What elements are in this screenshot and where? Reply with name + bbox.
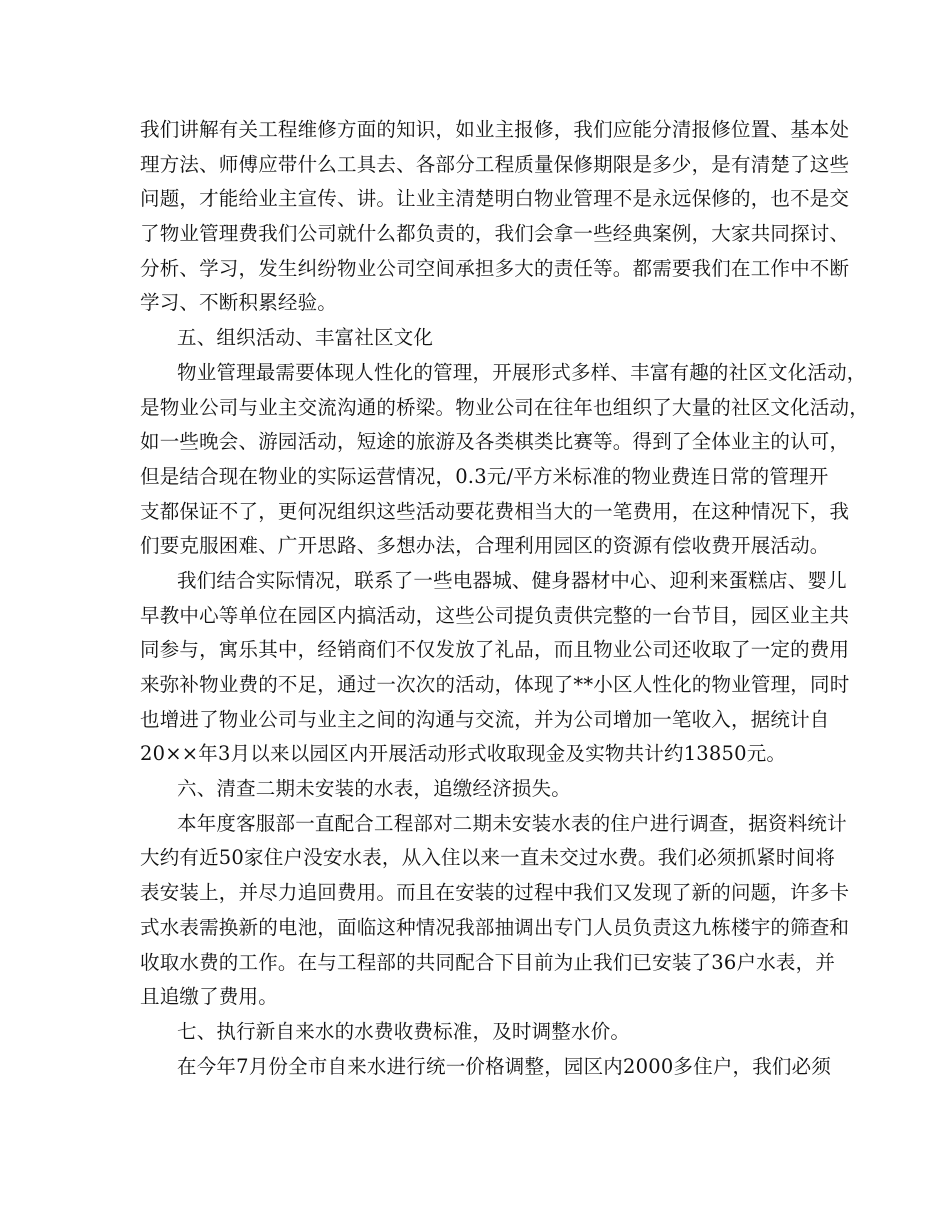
- text-line: 也增进了物业公司与业主之间的沟通与交流，并为公司增加一笔收入，据统计自: [140, 707, 830, 731]
- text-line: 分析、学习，发生纠纷物业公司空间承担多大的责任等。都需要我们在工作中不断: [140, 256, 850, 280]
- text-line: 且追缴了费用。: [140, 985, 278, 1009]
- text-line: 早教中心等单位在园区内搞活动，这些公司提负责供完整的一台节目，园区业主共: [140, 603, 850, 627]
- text-line: 是物业公司与业主交流沟通的桥梁。物业公司在往年也组织了大量的社区文化活动，: [140, 395, 869, 419]
- section-heading: 七、执行新自来水的水费收费标准，及时调整水价。: [177, 1019, 631, 1043]
- text-line: 同参与，寓乐其中，经销商们不仅发放了礼品，而且物业公司还收取了一定的费用: [140, 638, 850, 662]
- text-line: 大约有近50家住户没安水表，从入住以来一直未交过水费。我们必须抓紧时间将: [140, 846, 836, 870]
- text-line: 问题，才能给业主宣传、讲。让业主清楚明白物业管理不是永远保修的，也不是交: [140, 187, 850, 211]
- text-line: 如一些晚会、游园活动，短途的旅游及各类棋类比赛等。得到了全体业主的认可，: [140, 430, 850, 454]
- text-line: 理方法、师傅应带什么工具去、各部分工程质量保修期限是多少，是有清楚了这些: [140, 152, 850, 176]
- text-line: 学习、不断积累经验。: [140, 291, 338, 315]
- text-line: 但是结合现在物业的实际运营情况，0.3元/平方米标准的物业费连日常的管理开: [140, 464, 829, 488]
- text-line: 物业管理最需要体现人性化的管理，开展形式多样、丰富有趣的社区文化活动，: [177, 360, 867, 384]
- text-line: 收取水费的工作。在与工程部的共同配合下目前为止我们已安装了36户水表，并: [140, 950, 836, 974]
- body-text: [140, 113, 869, 1084]
- text-line: 本年度客服部一直配合工程部对二期未安装水表的住户进行调查，据资料统计: [177, 811, 847, 835]
- text-line: 们要克服困难、广开思路、多想办法，合理利用园区的资源有偿收费开展活动。: [140, 534, 830, 558]
- text-line: 来弥补物业费的不足，通过一次次的活动，体现了**小区人性化的物业管理，同时: [140, 673, 850, 696]
- text-line: 式水表需换新的电池，面临这种情况我部抽调出专门人员负责这九栋楼宇的筛查和: [140, 915, 850, 939]
- section-heading: 六、清查二期未安装的水表，追缴经济损失。: [177, 777, 572, 801]
- text-line: 支都保证不了，更何况组织这些活动要花费相当大的一笔费用，在这种情况下，我: [140, 499, 850, 523]
- text-line: 在今年7月份全市自来水进行统一价格调整，园区内2000多住户，我们必须: [177, 1054, 832, 1078]
- text-line: 20××年3月以来以园区内开展活动形式收取现金及实物共计约13850元。: [140, 742, 787, 766]
- section-heading: 五、组织活动、丰富社区文化: [177, 326, 434, 350]
- text-line: 我们讲解有关工程维修方面的知识，如业主报修，我们应能分清报修位置、基本处: [140, 118, 850, 141]
- text-line: 表安装上，并尽力追回费用。而且在安装的过程中我们又发现了新的问题，许多卡: [140, 881, 850, 905]
- text-line: 了物业管理费我们公司就什么都负责的，我们会拿一些经典案例，大家共同探讨、: [140, 222, 850, 246]
- text-line: 我们结合实际情况，联系了一些电器城、健身器材中心、迎利来蛋糕店、婴儿: [177, 568, 847, 592]
